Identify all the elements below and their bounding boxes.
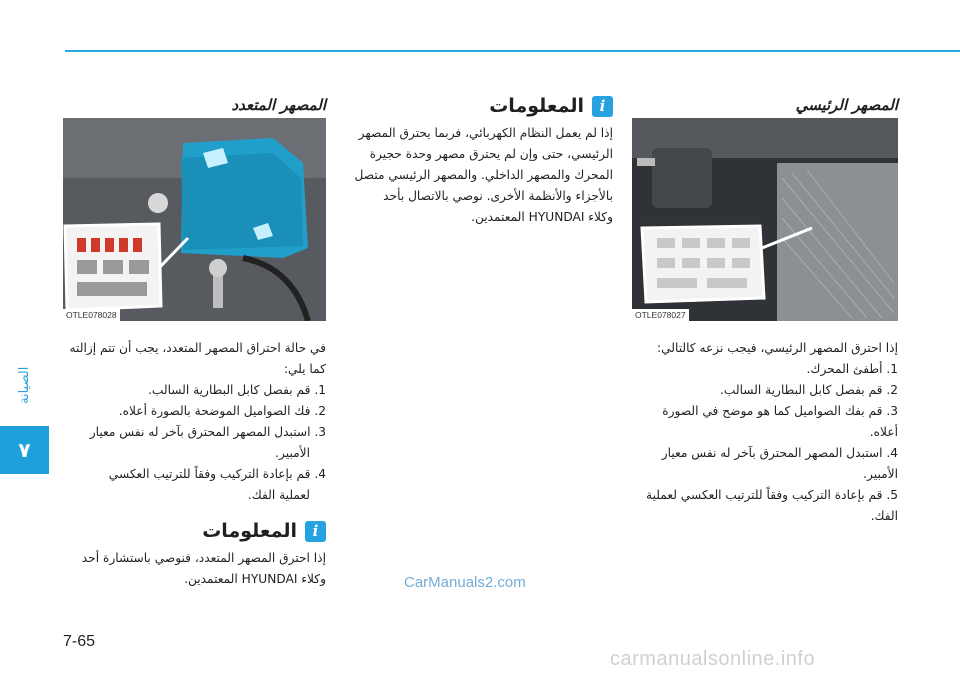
info-center-line: الرئيسي، حتى وإن لم يحترق مصهر وحدة حجيرة <box>369 147 613 161</box>
multi-fuse-info-heading: المعلومات <box>202 520 297 542</box>
multi-fuse-step: الأمبير. <box>275 446 310 460</box>
main-fuse-title-wrap <box>632 96 898 114</box>
multi-fuse-steps <box>63 380 326 506</box>
chapter-number: ٧ <box>0 426 49 474</box>
chapter-tab <box>0 0 49 677</box>
carmanuals-watermark: CarManuals2.com <box>404 574 526 591</box>
fuse-box-illustration <box>63 118 326 321</box>
multi-fuse-step: 2. فك الصواميل الموضحة بالصورة أعلاه. <box>118 404 326 418</box>
main-fuse-step: 3. قم بفك الصواميل كما هو موضح في الصورة أعلاه. <box>662 404 898 439</box>
main-fuse-step: 2. قم بفصل كابل البطارية السالب. <box>720 383 898 397</box>
main-fuse-image-code: OTLE078027 <box>632 309 689 321</box>
multi-fuse-step: 1. قم بفصل كابل البطارية السالب. <box>148 383 326 397</box>
main-fuse-body <box>632 338 898 527</box>
multi-fuse-title-wrap <box>63 96 326 114</box>
engine-bay-illustration <box>632 118 898 321</box>
multi-fuse-photo <box>63 118 326 321</box>
main-fuse-intro: إذا احترق المصهر الرئيسي، فيجب نزعه كالتالي: <box>657 341 898 355</box>
info-center-line: بالأجزاء والأنظمة الأخرى. نوصي بالاتصال بأحد <box>383 189 613 203</box>
info-center-line: إذا لم يعمل النظام الكهربائي، فربما يحترق المصهر <box>358 126 613 140</box>
multi-fuse-intro-line: في حالة احتراق المصهر المتعدد، يجب أن تتم إزالته <box>69 341 326 355</box>
multi-fuse-info-line: إذا احترق المصهر المتعدد، فنوصي باستشارة أحد <box>81 551 326 565</box>
info-center-heading-row <box>345 95 613 117</box>
info-center-line: المحرك والمصهر الداخلي. والمصهر الرئيسي متصل <box>354 168 613 182</box>
chapter-label: الصيانة <box>17 366 32 404</box>
info-icon: i <box>305 521 326 542</box>
main-fuse-step: 1. أطفئ المحرك. <box>806 362 898 376</box>
multi-fuse-intro-line: كما يلي: <box>283 362 326 376</box>
site-watermark: carmanualsonline.info <box>610 648 816 670</box>
multi-fuse-info-heading-row <box>63 520 326 542</box>
multi-fuse-image-code: OTLE078028 <box>63 309 120 321</box>
info-icon: i <box>592 96 613 117</box>
main-fuse-photo <box>632 118 898 321</box>
info-center-line: وكلاء HYUNDAI المعتمدين. <box>471 210 613 224</box>
header-rule <box>65 50 960 52</box>
main-fuse-title: المصهر الرئيسي <box>795 96 898 114</box>
main-fuse-step: 5. قم بإعادة التركيب وفقاً للترتيب العكسي لعملية الفك. <box>646 488 898 523</box>
multi-fuse-title: المصهر المتعدد <box>231 96 326 114</box>
info-center-heading: المعلومات <box>489 95 584 117</box>
page-number: 7-65 <box>63 633 96 650</box>
main-fuse-steps <box>632 359 898 527</box>
multi-fuse-step: لعملية الفك. <box>247 488 310 502</box>
multi-fuse-step: 4. قم بإعادة التركيب وفقاً للترتيب العكسي <box>108 467 326 481</box>
multi-fuse-body <box>63 338 326 590</box>
multi-fuse-step: 3. استبدل المصهر المحترق بآخر له نفس معيار <box>89 425 326 439</box>
info-center-block <box>345 95 613 228</box>
multi-fuse-info-line: وكلاء HYUNDAI المعتمدين. <box>184 572 326 586</box>
main-fuse-step: 4. استبدل المصهر المحترق بآخر له نفس معيار الأمبير. <box>661 446 898 481</box>
